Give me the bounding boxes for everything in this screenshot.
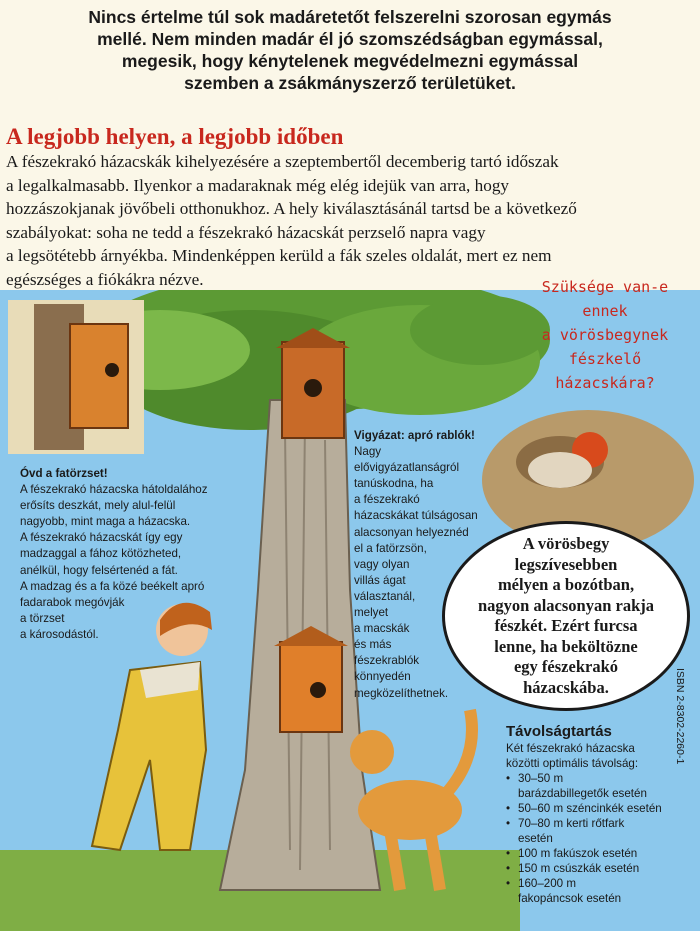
robbers-caption-title: Vigyázat: apró rablók! bbox=[354, 429, 475, 442]
body-line: A fészekrakó házacskák kihelyezésére a szeptembertől decemberig tartó időszak bbox=[6, 152, 559, 171]
caption-line: választanál, bbox=[354, 589, 416, 603]
caption-line: a károsodástól. bbox=[20, 627, 99, 641]
intro-line: Nincs értelme túl sok madáretetőt felszerelni szorosan egymás bbox=[88, 7, 612, 27]
caption-line: nagyobb, mint maga a házacska. bbox=[20, 515, 191, 529]
caption-line: fadarabok megóvják bbox=[20, 595, 125, 609]
caption-line: alacsonyan helyeznéd bbox=[354, 525, 469, 539]
intro-line: mellé. Nem minden madár él jó szomszédságban egymással, bbox=[97, 29, 603, 49]
caption-line: el a fatörzsön, bbox=[354, 541, 427, 555]
body-line: hozzászokjanak jövőbeli otthonukhoz. A hely kiválasztásánál tartsd be a következő bbox=[6, 199, 577, 218]
distance-item-text: • 30–50 m bbox=[518, 772, 564, 786]
distance-item-text: • 70–80 m kerti rőtfark bbox=[518, 817, 625, 831]
body-line: a legsötétebb árnyékba. Mindenképpen kerüld a fák szeles oldalát, mert ez nem bbox=[6, 246, 552, 265]
handwritten-line: fészkelő bbox=[568, 350, 642, 368]
robin-speech-bubble bbox=[442, 521, 690, 711]
caption-line: a macskák bbox=[354, 622, 410, 636]
caption-line: könnyedén bbox=[354, 670, 411, 684]
section-heading: A legjobb helyen, a legjobb időben bbox=[6, 124, 344, 149]
intro-paragraph bbox=[10, 6, 690, 94]
body-line: egészséges a fiókákra nézve. bbox=[6, 269, 204, 289]
distance-item-text: barázdabillegetők esetén bbox=[518, 787, 647, 801]
distance-item bbox=[506, 861, 694, 876]
bubble-line: nagyon alacsonyan rakja bbox=[477, 595, 655, 615]
bubble-line: legszívesebben bbox=[514, 554, 618, 574]
distance-title: Távolságtartás bbox=[506, 723, 612, 740]
bubble-line: házacskába. bbox=[523, 677, 609, 697]
distance-item-text: • 100 m fakúszok esetén bbox=[518, 847, 638, 861]
intro-line: megesik, hogy kénytelenek megvédelmezni egymással bbox=[121, 51, 579, 71]
distance-box bbox=[506, 724, 694, 906]
trunk-caption-title: Óvd a fatörzset! bbox=[20, 467, 108, 480]
distance-item-text: fakopáncsok esetén bbox=[518, 892, 622, 906]
distance-item bbox=[506, 846, 694, 861]
distance-item bbox=[506, 801, 694, 816]
caption-line: A fészekrakó házacska hátoldalához bbox=[20, 483, 208, 497]
caption-line: a fészekrakó bbox=[354, 493, 420, 507]
bubble-line: A vörösbegy bbox=[522, 534, 610, 553]
isbn-number: ISBN 2-8302-2260-1 bbox=[674, 668, 686, 765]
caption-line: madzaggal a fához kötözheted, bbox=[20, 547, 182, 561]
distance-item-text: esetén bbox=[518, 832, 553, 846]
distance-item-text: • 160–200 m bbox=[518, 877, 577, 891]
caption-line: megközelíthetnek. bbox=[354, 686, 449, 700]
inset-trunk-detail bbox=[8, 300, 144, 454]
caption-line: tanúskodna, ha bbox=[354, 477, 434, 491]
handwritten-question bbox=[520, 275, 690, 395]
caption-line: elővigyázatlanságról bbox=[354, 461, 460, 475]
distance-item-text: • 150 m csúszkák esetén bbox=[518, 862, 640, 876]
body-line: a legalkalmasabb. Ilyenkor a madaraknak még elég idejük van arra, hogy bbox=[6, 175, 510, 195]
body-paragraph bbox=[6, 150, 686, 291]
caption-line: anélkül, hogy felsértenéd a fát. bbox=[20, 563, 178, 577]
bubble-line: mélyen a bozótban, bbox=[497, 575, 635, 594]
handwritten-line: Szüksége van-e bbox=[541, 278, 669, 296]
caption-line: a törzset bbox=[20, 611, 65, 625]
caption-line: melyet bbox=[354, 606, 389, 620]
distance-item bbox=[506, 876, 694, 906]
trunk-caption bbox=[20, 466, 208, 643]
distance-item bbox=[506, 771, 694, 801]
body-line: szabályokat: soha ne tedd a fészekrakó házacskát perzselő napra vagy bbox=[6, 222, 486, 242]
distance-item-text: • 50–60 m széncinkék esetén bbox=[518, 802, 662, 816]
upper-birdhouse bbox=[276, 328, 350, 438]
caption-line: és más bbox=[354, 638, 392, 652]
caption-line: Nagy bbox=[354, 445, 382, 459]
distance-intro bbox=[506, 741, 694, 771]
handwritten-line: a vörösbegynek bbox=[541, 326, 669, 344]
caption-line: vagy olyan bbox=[354, 557, 410, 571]
distance-intro-line: Két fészekrakó házacska bbox=[506, 742, 635, 756]
caption-line: A madzag és a fa közé beékelt apró bbox=[20, 579, 205, 593]
caption-line: A fészekrakó házacskát így egy bbox=[20, 531, 183, 545]
bubble-line: egy fészekrakó bbox=[513, 657, 618, 676]
bubble-line: lenne, ha beköltözne bbox=[494, 636, 638, 656]
handwritten-line: ennek bbox=[582, 302, 628, 320]
caption-line: villás ágat bbox=[354, 573, 406, 587]
caption-line: erősíts deszkát, mely alul-felül bbox=[20, 499, 176, 513]
distance-item bbox=[506, 816, 694, 846]
handwritten-line: házacskára? bbox=[555, 374, 655, 392]
intro-line: szemben a zsákmányszerző területüket. bbox=[184, 73, 516, 93]
distance-intro-line: közötti optimális távolság: bbox=[506, 757, 639, 771]
bubble-line: fészkét. Ezért furcsa bbox=[494, 616, 638, 635]
lower-birdhouse bbox=[274, 626, 348, 732]
caption-line: házacskákat túlságosan bbox=[354, 509, 478, 523]
caption-line: fészekrablók bbox=[354, 654, 420, 668]
distance-list bbox=[506, 771, 694, 906]
